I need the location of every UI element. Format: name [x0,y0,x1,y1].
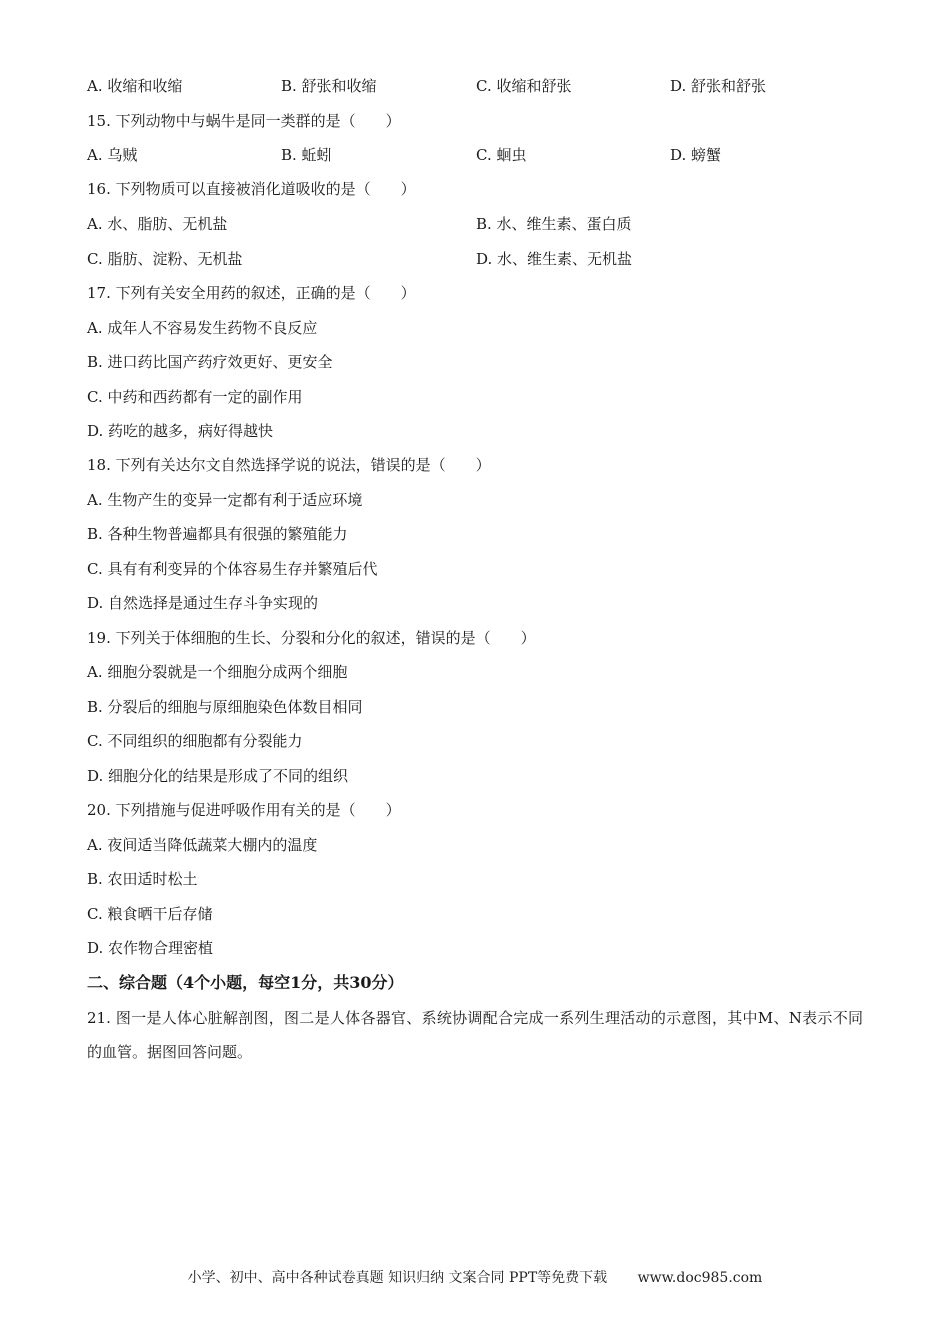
q20-option-d: D. 农作物合理密植 [87,939,214,957]
q15-option-a: A. 乌贼 [87,146,138,164]
q15-option-b: B. 蚯蚓 [281,146,332,164]
q14-options [87,76,887,96]
q18-option-a: A. 生物产生的变异一定都有利于适应环境 [87,491,363,509]
q16-option-b: B. 水、维生素、蛋白质 [476,215,632,233]
q18-option-c: C. 具有有利变异的个体容易生存并繁殖后代 [87,560,378,578]
section-2-title: 二、综合题（4个小题，每空1分，共30分） [87,973,404,992]
q20-option-b: B. 农田适时松土 [87,870,198,888]
q17-option-b: B. 进口药比国产药疗效更好、更安全 [87,353,333,371]
q14-option-b: B. 舒张和收缩 [281,77,377,95]
q19-option-b: B. 分裂后的细胞与原细胞染色体数目相同 [87,698,363,716]
q16-option-a: A. 水、脂肪、无机盐 [87,215,228,233]
q21-text: 21. 图一是人体心脏解剖图，图二是人体各器官、系统协调配合完成一系列生理活动的示意图，其中M、N表示不同的血管。据图回答问题。 [87,1009,863,1061]
q19-option-c: C. 不同组织的细胞都有分裂能力 [87,732,303,750]
q15-stem: 15. 下列动物中与蜗牛是同一类群的是（ ） [87,112,401,130]
q18-stem: 18. 下列有关达尔文自然选择学说的说法，错误的是（ ） [87,456,491,474]
q15-options [87,145,887,165]
q19-option-a: A. 细胞分裂就是一个细胞分成两个细胞 [87,663,348,681]
q14-option-d: D. 舒张和舒张 [670,77,767,95]
footer-text: 小学、初中、高中各种试卷真题 知识归纳 文案合同 PPT等免费下载 [187,1270,608,1286]
q15-option-d: D. 螃蟹 [670,146,722,164]
q18-option-d: D. 自然选择是通过生存斗争实现的 [87,594,319,612]
q17-stem: 17. 下列有关安全用药的叙述，正确的是（ ） [87,284,416,302]
q16-option-c: C. 脂肪、淀粉、无机盐 [87,250,243,268]
q17-option-c: C. 中药和西药都有一定的副作用 [87,388,303,406]
q19-option-d: D. 细胞分化的结果是形成了不同的组织 [87,767,349,785]
q18-option-b: B. 各种生物普遍都具有很强的繁殖能力 [87,525,348,543]
q16-option-d: D. 水、维生素、无机盐 [476,250,633,268]
q17-option-d: D. 药吃的越多，病好得越快 [87,422,274,440]
q16-options-row1 [87,214,887,234]
q20-option-c: C. 粮食晒干后存储 [87,905,213,923]
footer-url: www.doc985.com [637,1270,763,1286]
q15-option-c: C. 蛔虫 [476,146,527,164]
q14-option-a: A. 收缩和收缩 [87,77,183,95]
q16-options-row2 [87,249,887,269]
page-footer [0,1268,950,1288]
q17-option-a: A. 成年人不容易发生药物不良反应 [87,319,318,337]
q16-stem: 16. 下列物质可以直接被消化道吸收的是（ ） [87,180,416,198]
q19-stem: 19. 下列关于体细胞的生长、分裂和分化的叙述，错误的是（ ） [87,629,536,647]
q20-stem: 20. 下列措施与促进呼吸作用有关的是（ ） [87,801,401,819]
q20-option-a: A. 夜间适当降低蔬菜大棚内的温度 [87,836,318,854]
q14-option-c: C. 收缩和舒张 [476,77,572,95]
